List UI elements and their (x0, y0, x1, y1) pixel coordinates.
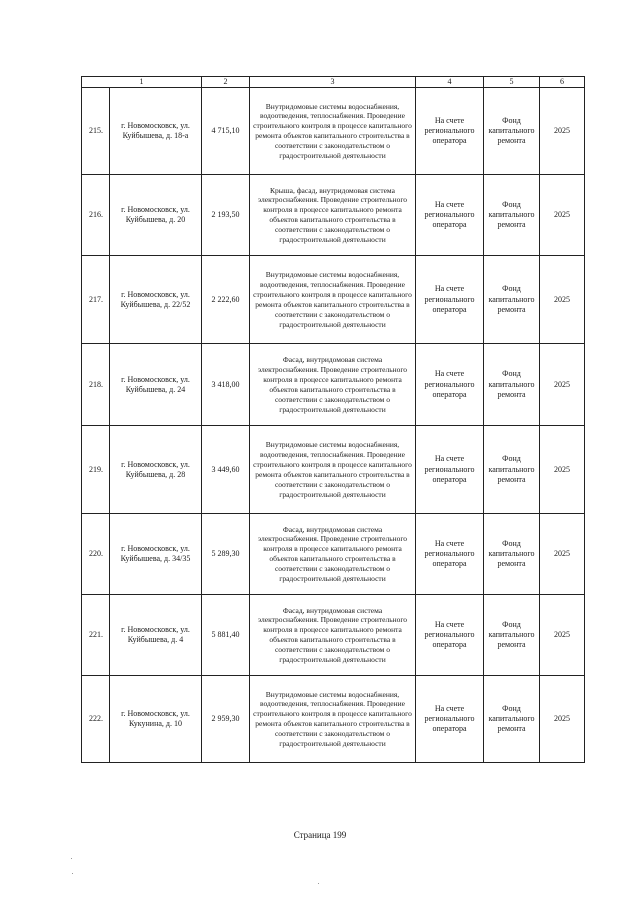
capital-repair-table (81, 76, 585, 763)
address-cell: г. Новомосковск, ул. Куйбышева, д. 24 (110, 344, 202, 426)
row-number: 218. (82, 344, 110, 426)
header-col-6: 6 (540, 77, 585, 88)
works-cell: Фасад, внутридомовая система электроснабжения. Проведение строительного контроля в процессе капитального ремонта объектов капитального строительства в соответствии с законодательством о градостроительной деятельности (250, 344, 416, 426)
year-cell: 2025 (540, 426, 585, 514)
works-cell: Фасад, внутридомовая система электроснабжения. Проведение строительного контроля в процессе капитального ремонта объектов капитального строительства в соответствии с законодательством о градостроительной деятельности (250, 595, 416, 676)
account-cell: На счете регионального оператора (416, 344, 484, 426)
account-cell: На счете регионального оператора (416, 256, 484, 344)
year-cell: 2025 (540, 175, 585, 256)
header-col-4: 4 (416, 77, 484, 88)
year-cell: 2025 (540, 88, 585, 175)
year-cell: 2025 (540, 344, 585, 426)
account-cell: На счете регионального оператора (416, 426, 484, 514)
address-cell: г. Новомосковск, ул. Куйбышева, д. 18-а (110, 88, 202, 175)
funding-source-cell: Фонд капитального ремонта (484, 344, 540, 426)
row-number: 216. (82, 175, 110, 256)
table-header (82, 77, 585, 88)
funding-source-cell: Фонд капитального ремонта (484, 88, 540, 175)
account-cell: На счете регионального оператора (416, 514, 484, 595)
funding-source-cell: Фонд капитального ремонта (484, 676, 540, 763)
table-row (82, 595, 585, 676)
cost-cell: 5 881,40 (202, 595, 250, 676)
cost-cell: 4 715,10 (202, 88, 250, 175)
table-row (82, 426, 585, 514)
year-cell: 2025 (540, 676, 585, 763)
header-row (82, 77, 585, 88)
row-number: 217. (82, 256, 110, 344)
table-row (82, 344, 585, 426)
cost-cell: 3 418,00 (202, 344, 250, 426)
header-col-2: 2 (202, 77, 250, 88)
funding-source-cell: Фонд капитального ремонта (484, 426, 540, 514)
header-col-5: 5 (484, 77, 540, 88)
works-cell: Внутридомовые системы водоснабжения, водоотведения, теплоснабжения. Проведение строительного контроля в процессе капитального ремонта объектов капитального строительства в соответствии с законодательством о градостроительной деятельности (250, 256, 416, 344)
cost-cell: 3 449,60 (202, 426, 250, 514)
table-row (82, 256, 585, 344)
works-cell: Внутридомовые системы водоснабжения, водоотведения, теплоснабжения. Проведение строительного контроля в процессе капитального ремонта объектов капитального строительства в соответствии с законодательством о градостроительной деятельности (250, 88, 416, 175)
cost-cell: 5 289,30 (202, 514, 250, 595)
table-row (82, 514, 585, 595)
header-col-3: 3 (250, 77, 416, 88)
cost-cell: 2 193,50 (202, 175, 250, 256)
account-cell: На счете регионального оператора (416, 175, 484, 256)
account-cell: На счете регионального оператора (416, 88, 484, 175)
year-cell: 2025 (540, 595, 585, 676)
works-cell: Крыша, фасад, внутридомовая система электроснабжения. Проведение строительного контроля в процессе капитального ремонта объектов капитального строительства в соответствии с законодательством о градостроительной деятельности (250, 175, 416, 256)
table-row (82, 676, 585, 763)
year-cell: 2025 (540, 514, 585, 595)
table-row (82, 175, 585, 256)
works-cell: Внутридомовые системы водоснабжения, водоотведения, теплоснабжения. Проведение строительного контроля в процессе капитального ремонта объектов капитального строительства в соответствии с законодательством о градостроительной деятельности (250, 426, 416, 514)
funding-source-cell: Фонд капитального ремонта (484, 595, 540, 676)
table-row (82, 88, 585, 175)
address-cell: г. Новомосковск, ул. Куйбышева, д. 4 (110, 595, 202, 676)
account-cell: На счете регионального оператора (416, 676, 484, 763)
address-cell: г. Новомосковск, ул. Куйбышева, д. 22/52 (110, 256, 202, 344)
funding-source-cell: Фонд капитального ремонта (484, 514, 540, 595)
year-cell: 2025 (540, 256, 585, 344)
works-cell: Внутридомовые системы водоснабжения, водоотведения, теплоснабжения. Проведение строительного контроля в процессе капитального ремонта объектов капитального строительства в соответствии с законодательством о градостроительной деятельности (250, 676, 416, 763)
works-cell: Фасад, внутридомовая система электроснабжения. Проведение строительного контроля в процессе капитального ремонта объектов капитального строительства в соответствии с законодательством о градостроительной деятельности (250, 514, 416, 595)
address-cell: г. Новомосковск, ул. Куйбышева, д. 34/35 (110, 514, 202, 595)
row-number: 219. (82, 426, 110, 514)
table-body (82, 88, 585, 763)
scan-speck (72, 873, 73, 874)
address-cell: г. Новомосковск, ул. Куйбышева, д. 20 (110, 175, 202, 256)
cost-cell: 2 959,30 (202, 676, 250, 763)
cost-cell: 2 222,60 (202, 256, 250, 344)
row-number: 221. (82, 595, 110, 676)
address-cell: г. Новомосковск, ул. Кукунина, д. 10 (110, 676, 202, 763)
row-number: 215. (82, 88, 110, 175)
page-number: Страница 199 (293, 830, 347, 840)
row-number: 222. (82, 676, 110, 763)
header-col-1: 1 (82, 77, 202, 88)
row-number: 220. (82, 514, 110, 595)
scan-speck (318, 883, 319, 884)
funding-source-cell: Фонд капитального ремонта (484, 175, 540, 256)
scan-speck (71, 858, 72, 859)
account-cell: На счете регионального оператора (416, 595, 484, 676)
address-cell: г. Новомосковск, ул. Куйбышева, д. 28 (110, 426, 202, 514)
funding-source-cell: Фонд капитального ремонта (484, 256, 540, 344)
